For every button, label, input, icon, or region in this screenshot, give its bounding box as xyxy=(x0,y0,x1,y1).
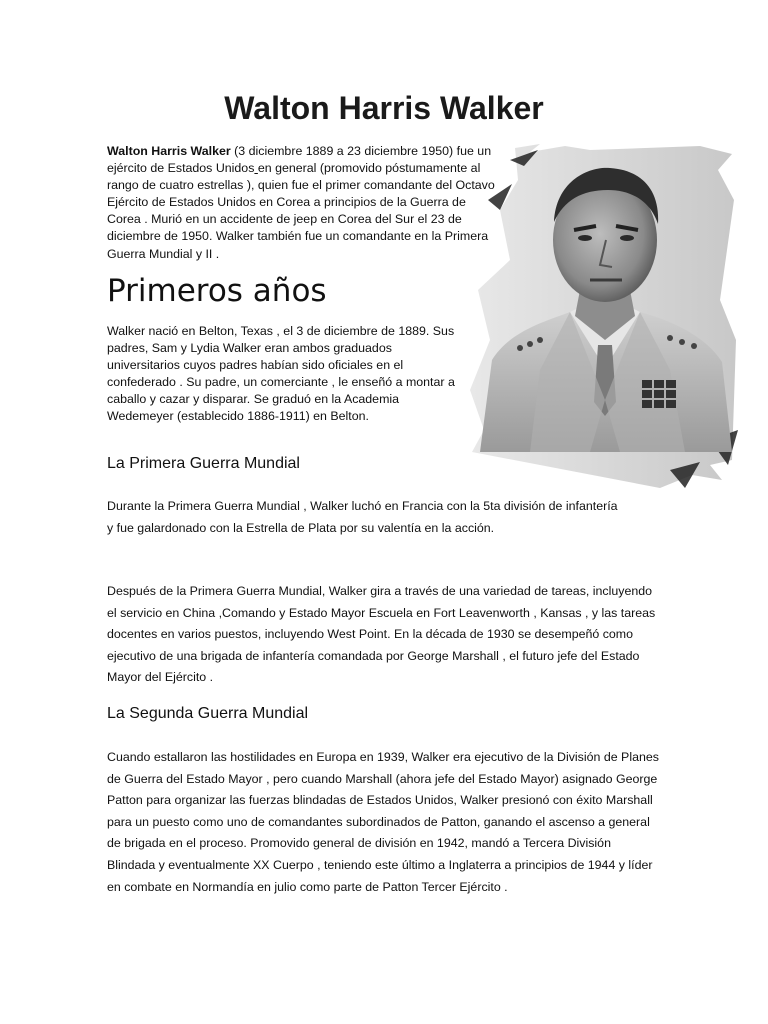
intro-name: Walton Harris Walker xyxy=(107,144,231,158)
ww2-paragraph-1: Cuando estallaron las hostilidades en Europa en 1939, Walker era ejecutivo de la División de Planes de Guerra del Estado Mayor , pero cuando Marshall (ahora jefe del Estado Mayor) asignado George Patton para organizar las fuerzas blindadas de Estados Unidos, Walker presionó con éxito Marshall para un puesto como uno de comandantes subordinados de Patton, ganando el ascenso a general de brigada en el proceso. Promovido general de división en 1942, mandó a Tercera División Blindada y eventualmente XX Cuerpo , teniendo este último a Inglaterra a principios de 1944 y líder en combate en Normandía en julio como parte de Patton Tercer Ejército . xyxy=(107,750,659,894)
early-years-paragraph: Walker nació en Belton, Texas , el 3 de diciembre de 1889. Sus padres, Sam y Lydia Walker eran ambos graduados universitarios cuyos padres habían sido oficiales en el confederado . Su padre, un comerciante , le enseñó a montar a caballo y cazar y disparar. Se graduó en la Academia Wedemeyer (establecido 1886-1911) en Belton. xyxy=(107,324,455,424)
ww1-heading: La Primera Guerra Mundial xyxy=(107,455,300,472)
ww1-paragraph-1: Durante la Primera Guerra Mundial , Walker luchó en Francia con la 5ta división de infantería y fue galardonado con la Estrella de Plata por su valentía en la acción. xyxy=(107,499,618,535)
ww1-paragraph-2: Después de la Primera Guerra Mundial, Walker gira a través de una variedad de tareas, incluyendo el servicio en China ,Comando y Estado Mayor Escuela en Fort Leavenworth , Kansas , y las tareas docentes en varios puestos, incluyendo West Point. En la década de 1930 se desempeñó como ejecutivo de una brigada de infantería comandada por George Marshall , el futuro jefe del Estado Mayor del Ejército . xyxy=(107,584,656,685)
portrait-photo xyxy=(470,140,740,490)
intro-text-a: (3 diciembre 1889 a 23 diciembre 1950) fue un ejército de Estados Unidos xyxy=(107,144,492,176)
page-title: Walton Harris Walker xyxy=(224,90,544,126)
intro-text-b: en general (promovido póstumamente al rango de cuatro estrellas ), quien fue el primer comandante del Octavo Ejército de Estados Unidos en Corea a principios de la Guerra de Corea . Murió en un accidente de jeep en Corea del Sur el 23 de diciembre de 1950. Walker también fue un comandante en la Primera Guerra Mundial y II . xyxy=(107,161,495,261)
early-years-heading: Primeros años xyxy=(107,273,327,309)
intro-paragraph xyxy=(107,143,502,263)
ww2-heading: La Segunda Guerra Mundial xyxy=(107,705,309,722)
